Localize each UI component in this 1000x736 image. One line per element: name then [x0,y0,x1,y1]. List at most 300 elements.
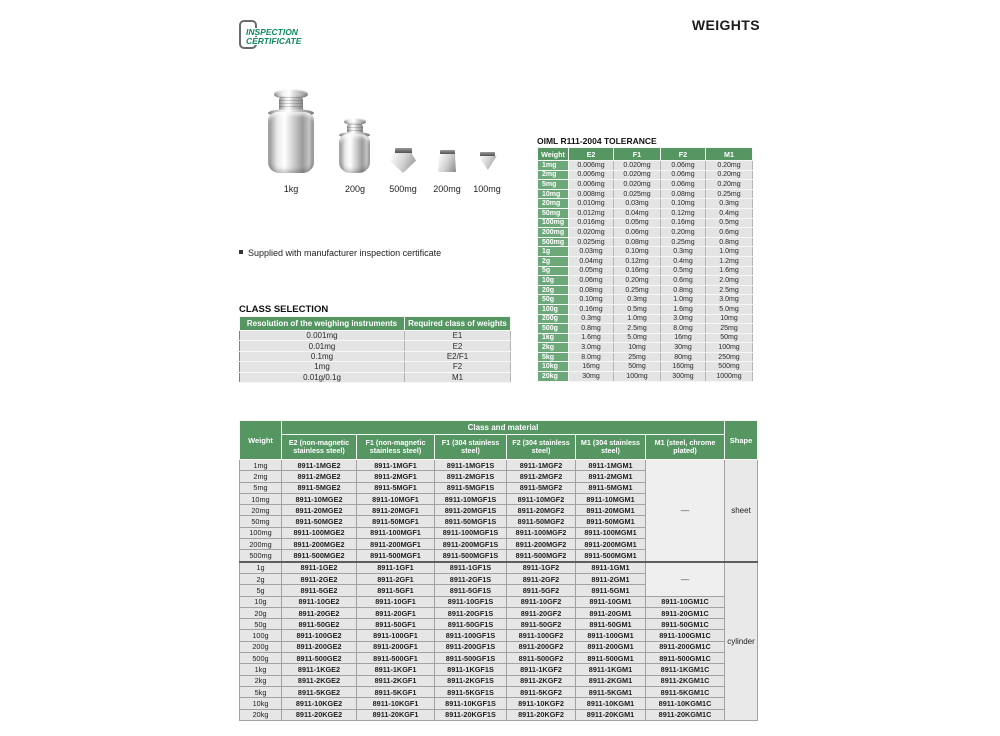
catalog-weight: 1mg [240,460,282,471]
tolerance-value: 300mg [661,372,706,382]
part-number: 8911-2KGF1 [357,675,435,686]
part-number: 8911-20KGM1C [646,709,725,720]
weight-caption-500mg: 500mg [389,184,417,194]
catalog-weight: 20mg [240,505,282,516]
tolerance-row [538,199,753,209]
part-number: 8911-50MGF1 [357,516,435,527]
tolerance-weight-label: 50mg [538,208,569,218]
certificate-note [239,248,441,258]
tolerance-value: 0.020mg [569,228,614,238]
part-number: 8911-100GF1 [357,630,435,641]
tolerance-value: 0.20mg [706,170,753,180]
required-class-value: F2 [405,362,511,372]
part-number: 8911-5KGF1 [357,686,435,697]
tolerance-weight-label: 1g [538,247,569,257]
tolerance-column-header: F2 [661,148,706,161]
tolerance-value: 5.0mg [614,333,661,343]
catalog-weight: 2mg [240,471,282,482]
shape-sheet-cell: sheet [725,460,758,562]
tolerance-weight-label: 2kg [538,343,569,353]
resolution-value: 0.001mg [240,331,405,341]
catalog-weight: 1g [240,562,282,574]
tolerance-value: 0.10mg [569,295,614,305]
part-number: 8911-5KGM1 [576,686,646,697]
catalog-row [240,653,758,664]
catalog-row [240,641,758,652]
part-number: 8911-2GF2 [507,573,576,584]
tolerance-value: 3.0mg [706,295,753,305]
part-number: 8911-5KGF1S [435,686,507,697]
part-number: 8911-200MGF1S [435,539,507,550]
tolerance-row [538,314,753,324]
tolerance-value: 0.008mg [569,189,614,199]
tolerance-row [538,352,753,362]
part-number: 8911-5MGF1 [357,482,435,493]
catalog-weight: 2kg [240,675,282,686]
part-number: 8911-10KGM1 [576,698,646,709]
catalog-row [240,607,758,618]
catalog-row [240,698,758,709]
tolerance-value: 30mg [661,343,706,353]
tolerance-value: 0.16mg [661,218,706,228]
part-number: 8911-10GE2 [282,596,357,607]
tolerance-value: 0.08mg [661,189,706,199]
tolerance-value: 0.006mg [569,170,614,180]
tolerance-value: 0.3mg [569,314,614,324]
part-number: 8911-20GM1C [646,607,725,618]
tolerance-row [538,247,753,257]
tolerance-value: 0.3mg [706,199,753,209]
part-number: 8911-10MGE2 [282,493,357,504]
catalog-row [240,664,758,675]
part-number: 8911-20GF1S [435,607,507,618]
part-number: 8911-10MGF2 [507,493,576,504]
tolerance-table-title: OIML R111-2004 TOLERANCE [537,136,657,146]
tolerance-weight-label: 2mg [538,170,569,180]
part-number: 8911-50MGM1 [576,516,646,527]
tolerance-value: 0.12mg [661,208,706,218]
part-number: 8911-200MGM1 [576,539,646,550]
catalog-weight: 10g [240,596,282,607]
tolerance-value: 25mg [614,352,661,362]
tolerance-row [538,304,753,314]
part-number: 8911-200MGE2 [282,539,357,550]
tolerance-weight-label: 5mg [538,180,569,190]
class-selection-row [240,362,511,372]
part-number: 8911-2GF1 [357,573,435,584]
part-number: 8911-1MGM1 [576,460,646,471]
tolerance-row [538,343,753,353]
tolerance-weight-label: 5g [538,266,569,276]
tolerance-weight-label: 20g [538,285,569,295]
catalog-shape-header: Shape [725,421,758,460]
catalog-weight: 2g [240,573,282,584]
part-number: 8911-500GF1 [357,653,435,664]
tolerance-value: 16mg [661,333,706,343]
part-number: 8911-20GM1 [576,607,646,618]
tolerance-value: 0.012mg [569,208,614,218]
part-number: 8911-100MGM1 [576,527,646,538]
part-number: 8911-50GF1 [357,619,435,630]
tolerance-row [538,218,753,228]
tolerance-weight-label: 200g [538,314,569,324]
part-number: 8911-5KGM1C [646,686,725,697]
tolerance-value: 1000mg [706,372,753,382]
catalog-weight: 200mg [240,539,282,550]
part-number: 8911-20KGF1S [435,709,507,720]
tolerance-value: 0.08mg [569,285,614,295]
part-number: 8911-200GF1S [435,641,507,652]
tolerance-value: 8.0mg [661,324,706,334]
part-number: 8911-500GF2 [507,653,576,664]
tolerance-weight-label: 200mg [538,228,569,238]
part-number: 8911-100GM1 [576,630,646,641]
part-number: 8911-20MGM1 [576,505,646,516]
part-number: 8911-500MGF1 [357,550,435,562]
tolerance-value: 16mg [569,362,614,372]
part-number: 8911-1MGF1S [435,460,507,471]
part-number: 8911-1KGF2 [507,664,576,675]
tolerance-column-header: E2 [569,148,614,161]
page-title: WEIGHTS [691,17,760,33]
tolerance-value: 0.5mg [706,218,753,228]
part-number: 8911-10KGF1 [357,698,435,709]
part-number: 8911-500GF1S [435,653,507,664]
tolerance-row [538,285,753,295]
part-number: 8911-500MGE2 [282,550,357,562]
class-selection-title: CLASS SELECTION [239,304,329,315]
catalog-weight: 20kg [240,709,282,720]
part-number: 8911-1MGE2 [282,460,357,471]
tolerance-value: 0.8mg [661,285,706,295]
part-number: 8911-2KGF1S [435,675,507,686]
tolerance-column-header: M1 [706,148,753,161]
tolerance-value: 0.06mg [614,228,661,238]
catalog-weight: 5g [240,585,282,596]
part-number: 8911-20MGF1 [357,505,435,516]
tolerance-value: 0.20mg [614,276,661,286]
part-number: 8911-5GF1 [357,585,435,596]
part-number: 8911-5KGE2 [282,686,357,697]
part-number: 8911-5GF2 [507,585,576,596]
part-number: 8911-1GF1S [435,562,507,574]
bullet-icon [239,250,243,254]
part-number: 8911-1GF2 [507,562,576,574]
tolerance-value: 0.016mg [569,218,614,228]
tolerance-value: 0.25mg [661,237,706,247]
part-number: 8911-50GF1S [435,619,507,630]
part-number: 8911-2KGF2 [507,675,576,686]
catalog-column-header: F1 (304 stainless steel) [435,435,507,460]
part-number: 8911-20KGF2 [507,709,576,720]
tolerance-value: 0.10mg [614,247,661,257]
catalog-row [240,619,758,630]
tolerance-value: 0.020mg [614,180,661,190]
part-number: 8911-500GM1 [576,653,646,664]
part-number: 8911-10KGM1C [646,698,725,709]
tolerance-value: 2.0mg [706,276,753,286]
note-text: Supplied with manufacturer inspection certificate [248,248,442,258]
part-number: 8911-5MGM1 [576,482,646,493]
part-number: 8911-1GE2 [282,562,357,574]
tolerance-value: 500mg [706,362,753,372]
tolerance-value: 0.16mg [569,304,614,314]
square-sheet [438,154,456,172]
tolerance-row [538,256,753,266]
part-number: 8911-500GE2 [282,653,357,664]
part-number: 8911-10GM1 [576,596,646,607]
class-selection-row [240,331,511,341]
tolerance-value: 2.5mg [706,285,753,295]
part-number: 8911-1MGF2 [507,460,576,471]
part-number: 8911-1KGE2 [282,664,357,675]
catalog-column-header: F2 (304 stainless steel) [507,435,576,460]
catalog-row [240,596,758,607]
part-number: 8911-500MGF2 [507,550,576,562]
tolerance-value: 0.025mg [569,237,614,247]
part-number: 8911-1KGM1C [646,664,725,675]
tolerance-value: 1.6mg [706,266,753,276]
part-number: 8911-1GM1 [576,562,646,574]
part-number: 8911-500MGF1S [435,550,507,562]
tolerance-value: 1.0mg [706,247,753,257]
part-number: 8911-50MGF1S [435,516,507,527]
part-number: 8911-20GF2 [507,607,576,618]
tolerance-value: 0.06mg [661,180,706,190]
class-selection-row [240,341,511,351]
tolerance-value: 0.05mg [614,218,661,228]
part-number: 8911-200GF2 [507,641,576,652]
part-number: 8911-20MGF1S [435,505,507,516]
catalog-weight: 10kg [240,698,282,709]
part-number: 8911-20MGE2 [282,505,357,516]
catalog-group-header-row [240,421,758,435]
part-number: 8911-5GF1S [435,585,507,596]
tolerance-value: 80mg [661,352,706,362]
part-number: 8911-5MGF2 [507,482,576,493]
catalog-row [240,675,758,686]
tolerance-weight-label: 5kg [538,352,569,362]
catalog-table [239,420,758,721]
class-selection-header-row [240,317,511,331]
part-number: 8911-5MGF1S [435,482,507,493]
part-number: 8911-100GE2 [282,630,357,641]
resolution-value: 0.1mg [240,351,405,361]
tolerance-weight-label: 1mg [538,161,569,171]
tolerance-value: 0.20mg [706,161,753,171]
weight-caption-200mg: 200mg [433,184,461,194]
tolerance-value: 1.6mg [569,333,614,343]
tolerance-value: 0.06mg [661,170,706,180]
resolution-value: 0.01mg [240,341,405,351]
tolerance-row [538,170,753,180]
part-number: 8911-5GE2 [282,585,357,596]
tolerance-row [538,372,753,382]
part-number: 8911-1KGF1S [435,664,507,675]
catalog-row [240,686,758,697]
part-number: 8911-500MGM1 [576,550,646,562]
tolerance-value: 3.0mg [569,343,614,353]
tolerance-value: 0.03mg [569,247,614,257]
part-number: 8911-2KGM1C [646,675,725,686]
catalog-weight-header: Weight [240,421,282,460]
m1c-not-available-dash: — [646,460,725,562]
tolerance-value: 25mg [706,324,753,334]
part-number: 8911-10KGE2 [282,698,357,709]
part-number: 8911-10GF1 [357,596,435,607]
part-number: 8911-10MGF1S [435,493,507,504]
tolerance-row [538,208,753,218]
tolerance-weight-label: 100g [538,304,569,314]
tolerance-column-header: Weight [538,148,569,161]
tolerance-value: 50mg [706,333,753,343]
tolerance-weight-label: 20mg [538,199,569,209]
tolerance-column-header: F1 [614,148,661,161]
catalog-column-header: F1 (non-magnetic stainless steel) [357,435,435,460]
tolerance-weight-label: 2g [538,256,569,266]
tolerance-value: 0.06mg [661,161,706,171]
tolerance-value: 0.8mg [706,237,753,247]
catalog-weight: 500g [240,653,282,664]
tolerance-value: 10mg [706,314,753,324]
tolerance-row [538,266,753,276]
tolerance-value: 30mg [569,372,614,382]
part-number: 8911-10GM1C [646,596,725,607]
part-number: 8911-1KGM1 [576,664,646,675]
tolerance-value: 0.04mg [569,256,614,266]
tolerance-value: 0.006mg [569,161,614,171]
part-number: 8911-5MGE2 [282,482,357,493]
tolerance-value: 0.20mg [661,228,706,238]
part-number: 8911-10MGF1 [357,493,435,504]
part-number: 8911-1MGF1 [357,460,435,471]
tolerance-value: 10mg [614,343,661,353]
part-number: 8911-50MGF2 [507,516,576,527]
cylinder-body [268,112,314,173]
catalog-row [240,630,758,641]
tolerance-row [538,180,753,190]
part-number: 8911-20GE2 [282,607,357,618]
weight-caption-200g: 200g [344,184,366,194]
part-number: 8911-10GF2 [507,596,576,607]
part-number: 8911-100GF2 [507,630,576,641]
required-class-value: E2/F1 [405,351,511,361]
tolerance-value: 0.03mg [614,199,661,209]
part-number: 8911-5GM1 [576,585,646,596]
tolerance-value: 160mg [661,362,706,372]
tolerance-weight-label: 100mg [538,218,569,228]
tolerance-value: 0.6mg [706,228,753,238]
tolerance-value: 0.12mg [614,256,661,266]
tolerance-value: 0.25mg [706,189,753,199]
tolerance-value: 3.0mg [661,314,706,324]
part-number: 8911-1GF1 [357,562,435,574]
part-number: 8911-10KGF1S [435,698,507,709]
tolerance-row [538,161,753,171]
part-number: 8911-1KGF1 [357,664,435,675]
part-number: 8911-10KGF2 [507,698,576,709]
tolerance-value: 1.0mg [614,314,661,324]
part-number: 8911-2MGF1S [435,471,507,482]
tolerance-value: 0.25mg [614,285,661,295]
tolerance-weight-label: 10kg [538,362,569,372]
catalog-column-header: E2 (non-magnetic stainless steel) [282,435,357,460]
tolerance-row [538,362,753,372]
tolerance-table [537,147,753,382]
part-number: 8911-20KGF1 [357,709,435,720]
triangle-sheet [478,156,497,170]
part-number: 8911-100GF1S [435,630,507,641]
tolerance-value: 100mg [614,372,661,382]
part-number: 8911-2KGE2 [282,675,357,686]
tolerance-value: 0.4mg [661,256,706,266]
required-class-value: E1 [405,331,511,341]
catalog-column-header: M1 (304 stainless steel) [576,435,646,460]
catalog-weight: 500mg [240,550,282,562]
part-number: 8911-20KGE2 [282,709,357,720]
part-number: 8911-2GF1S [435,573,507,584]
part-number: 8911-2MGE2 [282,471,357,482]
tolerance-row [538,237,753,247]
tolerance-value: 8.0mg [569,352,614,362]
tolerance-weight-label: 50g [538,295,569,305]
catalog-weight: 50g [240,619,282,630]
tolerance-value: 0.06mg [569,276,614,286]
tolerance-value: 0.010mg [569,199,614,209]
part-number: 8911-2GE2 [282,573,357,584]
part-number: 8911-2KGM1 [576,675,646,686]
tolerance-value: 0.8mg [569,324,614,334]
part-number: 8911-20GF1 [357,607,435,618]
tolerance-weight-label: 500mg [538,237,569,247]
part-number: 8911-200GE2 [282,641,357,652]
tolerance-value: 1.2mg [706,256,753,266]
part-number: 8911-50GM1 [576,619,646,630]
part-number: 8911-200MGF1 [357,539,435,550]
catalog-weight: 5kg [240,686,282,697]
tolerance-value: 0.16mg [614,266,661,276]
part-number: 8911-50GF2 [507,619,576,630]
tolerance-value: 1.6mg [661,304,706,314]
catalog-weight: 10mg [240,493,282,504]
tolerance-value: 0.025mg [614,189,661,199]
tolerance-row [538,295,753,305]
catalog-column-header: M1 (steel, chrome plated) [646,435,725,460]
catalog-weight: 20g [240,607,282,618]
tolerance-row [538,276,753,286]
tolerance-value: 1.0mg [661,295,706,305]
part-number: 8911-200GM1 [576,641,646,652]
weight-caption-1kg: 1kg [283,184,299,194]
shape-cylinder-cell: cylinder [725,562,758,721]
weight-caption-100mg: 100mg [473,184,501,194]
part-number: 8911-20MGF2 [507,505,576,516]
tolerance-value: 0.3mg [614,295,661,305]
resolution-value: 1mg [240,362,405,372]
tolerance-value: 0.5mg [614,304,661,314]
tolerance-row [538,228,753,238]
part-number: 8911-100MGF1S [435,527,507,538]
tolerance-value: 0.04mg [614,208,661,218]
tolerance-weight-label: 1kg [538,333,569,343]
m1c-not-available-dash: — [646,562,725,596]
tolerance-weight-label: 10mg [538,189,569,199]
part-number: 8911-2MGM1 [576,471,646,482]
tolerance-value: 0.4mg [706,208,753,218]
catalog-row [240,709,758,720]
tolerance-value: 0.006mg [569,180,614,190]
tolerance-row [538,333,753,343]
